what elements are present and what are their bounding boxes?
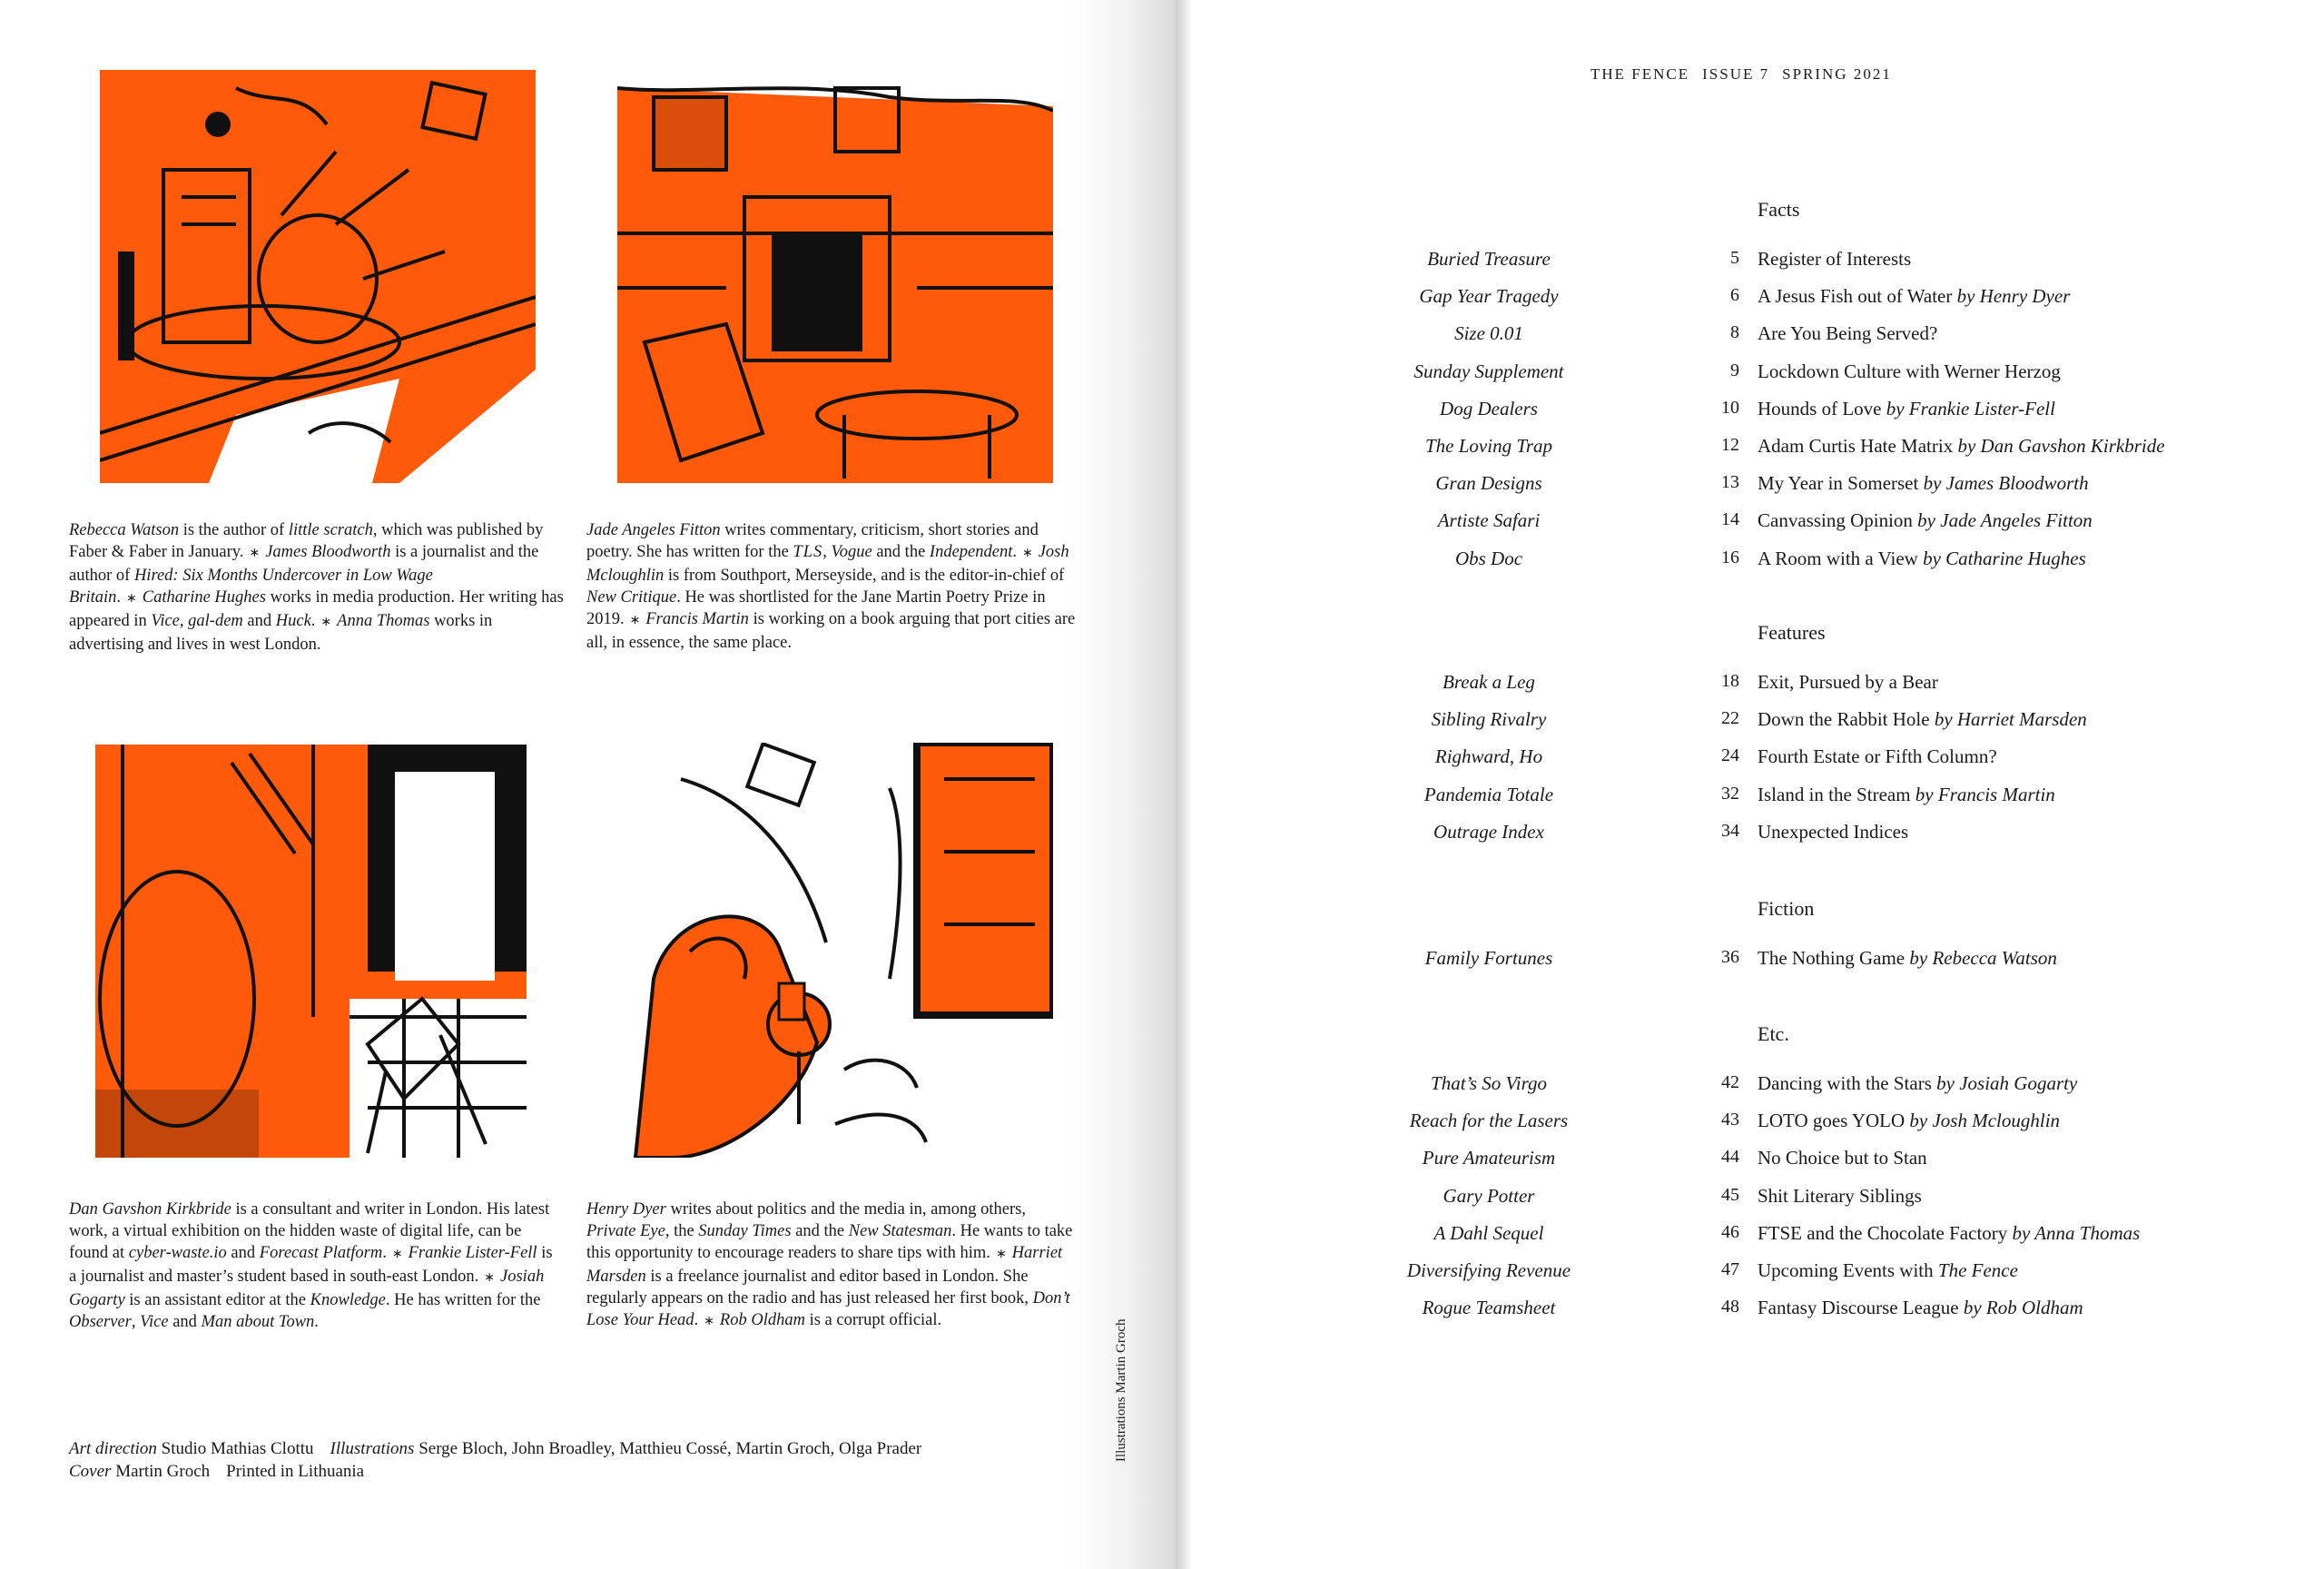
toc-entry-category: Family Fortunes (1424, 947, 1553, 969)
toc-entry-page-number: 9 (1730, 360, 1739, 380)
toc-entry-byline: by James Bloodworth (1923, 472, 2089, 495)
bio-text: writes commentary, criticism, short stories and poetry. She has written for the (586, 521, 1039, 561)
bio-name: Francis Martin (645, 610, 749, 628)
toc-entry-byline: by Henry Dyer (1956, 285, 2071, 308)
toc-entry-page-number: 47 (1721, 1259, 1739, 1279)
bio-text: is a freelance journalist and editor based in London. She regularly appears on the radio and has just released her first book, (586, 1268, 1033, 1308)
bio-name: Josiah Gogarty (69, 1268, 545, 1309)
bio-text: and (226, 1244, 260, 1262)
bio-text: . He was shortlisted for the Jane Martin Poetry Prize in 2019. (586, 588, 1046, 628)
toc-entry-title (1758, 1297, 2302, 1319)
toc-entry-page-number: 45 (1721, 1184, 1739, 1205)
credit-printed: Printed in Lithuania (226, 1462, 365, 1481)
toc-entry-title-text: Fourth Estate or Fifth Column? (1758, 745, 1997, 768)
bio-text: , (131, 1313, 141, 1331)
toc-section-title: Features (1758, 621, 1826, 644)
bio-publication: Vogue (831, 543, 872, 561)
bio-text: is the author of (179, 521, 289, 539)
toc-entry-category: Gran Designs (1435, 472, 1542, 495)
toc-entry-title (1758, 1072, 2302, 1095)
masthead-issue: ISSUE 7 (1702, 65, 1770, 83)
toc-entry-title-text: No Choice but to Stan (1758, 1147, 1927, 1169)
bio-book-title: Don’t Lose Your Head (586, 1289, 1070, 1329)
bio-publication: Private Eye (586, 1222, 665, 1240)
toc-entry[interactable] (0, 398, 2324, 425)
bio-name: Anna Thomas (337, 612, 430, 630)
toc-entry-title-text: Adam Curtis Hate Matrix (1758, 435, 1958, 457)
toc-entry-page-number: 10 (1721, 397, 1739, 418)
toc-section-title: Etc. (1758, 1022, 1789, 1045)
bio-text: and the (872, 543, 930, 561)
bio-text: . (694, 1311, 699, 1329)
toc-entry-byline: by Josiah Gogarty (1936, 1072, 2078, 1094)
toc-entry-category: That’s So Virgo (1431, 1072, 1547, 1094)
toc-entry[interactable] (0, 1110, 2324, 1137)
bio-separator: ∗ (995, 1248, 1007, 1261)
toc-entry[interactable] (0, 1222, 2324, 1249)
toc-entry-category: Obs Doc (1454, 547, 1523, 569)
toc-entry-title (1758, 708, 2302, 731)
bio-publication: Sunday Times (698, 1222, 792, 1240)
toc-entry-title-text: FTSE and the Chocolate Factory (1758, 1221, 2013, 1244)
bio-text: is working on a book arguing that port cities are all, in essence, the same place. (586, 610, 1076, 652)
toc-entry[interactable] (0, 509, 2324, 537)
masthead (1590, 65, 1905, 84)
bio-publication: New Statesman (848, 1222, 952, 1240)
toc-entry-title (1758, 821, 2302, 844)
toc-section-title: Facts (1758, 198, 1800, 221)
toc-entry-title (1758, 398, 2302, 420)
bio-separator: ∗ (320, 616, 332, 629)
toc-entry[interactable] (0, 435, 2324, 462)
bio-separator: ∗ (1021, 547, 1033, 560)
toc-entry-title (1758, 671, 2302, 694)
toc-entry-page-number: 18 (1721, 671, 1739, 691)
toc-entry-title-text: LOTO goes YOLO (1758, 1110, 1910, 1132)
bio-name: Josh Mcloughlin (586, 543, 1069, 585)
toc-entry-title (1758, 1147, 2302, 1169)
bio-text: . (116, 588, 122, 607)
toc-entry-title (1758, 360, 2302, 383)
bio-text: is an assistant editor at the (124, 1291, 310, 1309)
toc-entry-title (1758, 435, 2302, 458)
toc-entry-byline: by Josh Mcloughlin (1909, 1110, 2061, 1132)
bio-name: Frankie Lister-Fell (408, 1244, 537, 1262)
toc-entry[interactable] (0, 1259, 2324, 1287)
toc-entry[interactable] (0, 947, 2324, 974)
toc-entry-byline: by Catharine Hughes (1923, 547, 2086, 569)
bio-publication: TLS (793, 543, 823, 561)
toc-entry[interactable] (0, 784, 2324, 811)
toc-entry-page-number: 46 (1721, 1221, 1739, 1242)
toc-entry-title (1758, 1259, 2302, 1282)
toc-entry-page-number: 43 (1721, 1110, 1739, 1130)
toc-entry-title-text: Down the Rabbit Hole (1758, 708, 1935, 731)
bio-name: Jade Angeles Fitton (586, 521, 721, 539)
toc-entry-page-number: 13 (1721, 472, 1739, 493)
toc-entry-category: Sibling Rivalry (1431, 708, 1547, 731)
toc-entry-title (1758, 285, 2302, 308)
toc-entry[interactable] (0, 472, 2324, 499)
credit-label-art-direction: Art direction (69, 1439, 157, 1458)
toc-entry[interactable] (0, 1147, 2324, 1174)
bio-publication: Huck (275, 612, 311, 630)
bio-publication: Vice (151, 612, 180, 630)
bio-text: . (314, 1313, 319, 1331)
toc-entry-byline: by Jade Angeles Fitton (1917, 509, 2093, 532)
toc-entry-page-number: 22 (1721, 708, 1739, 729)
toc-entry-page-number: 6 (1730, 285, 1739, 306)
toc-entry-byline: by Frankie Lister-Fell (1886, 397, 2055, 419)
bio-publication: New Critique (586, 588, 677, 607)
bio-text: is from Southport, Merseyside, and is the editor-in-chief of (664, 567, 1065, 585)
bio-separator: ∗ (391, 1248, 403, 1261)
toc-entry-category: Sunday Supplement (1413, 360, 1564, 382)
bio-text: . (310, 612, 316, 630)
bio-text: . He wants to take this opportunity to encourage readers to share tips with him. (586, 1222, 1073, 1262)
bio-text: . He has written for the (385, 1291, 541, 1309)
toc-entry-title (1758, 1110, 2302, 1132)
credit-illustrations: Serge Bloch, John Broadley, Matthieu Cossé, Martin Groch, Olga Prader (414, 1439, 922, 1458)
toc-entry-title-text: Hounds of Love (1758, 397, 1886, 419)
toc-entry-title (1758, 509, 2302, 532)
toc-entry[interactable] (0, 708, 2324, 735)
credit-label-illustrations: Illustrations (330, 1439, 415, 1458)
toc-entry-title-text: My Year in Somerset (1758, 472, 1924, 495)
toc-entry-title-text: A Room with a View (1758, 547, 1924, 569)
toc-entry-page-number: 36 (1721, 947, 1739, 967)
bio-text: works in advertising and lives in west London. (69, 612, 493, 654)
illustrations-credit-text: Illustrations Martin Groch (1114, 1318, 1128, 1462)
toc-entry[interactable] (0, 548, 2324, 575)
bio-publication: Knowledge (310, 1291, 386, 1309)
toc-entry-title (1758, 947, 2302, 970)
bio-column-top-right (586, 519, 1077, 654)
toc-entry-category: Pure Amateurism (1422, 1147, 1556, 1169)
toc-entry-byline: by Francis Martin (1915, 783, 2055, 805)
bio-name: Harriet Marsden (586, 1244, 1063, 1286)
bio-separator: ∗ (704, 1315, 714, 1328)
bio-text: and (168, 1313, 202, 1331)
toc-entry-page-number: 24 (1721, 745, 1739, 766)
toc-entry-title-text: Are You Being Served? (1758, 322, 1938, 345)
toc-entry-page-number: 14 (1721, 509, 1739, 530)
toc-section-title: Fiction (1758, 897, 1815, 920)
bio-separator: ∗ (629, 614, 641, 627)
toc-entry-page-number: 32 (1721, 783, 1739, 804)
toc-entry-category: Size 0.01 (1454, 322, 1523, 345)
toc-entry-page-number: 12 (1721, 435, 1739, 455)
toc-entry-title-text: Register of Interests (1758, 248, 1912, 270)
toc-entry-page-number: 34 (1721, 820, 1739, 841)
toc-entry-title-text: Lockdown Culture with Werner Herzog (1758, 360, 2061, 382)
toc-entry[interactable] (0, 1072, 2324, 1100)
bio-text: , (179, 612, 189, 630)
bio-publication: Man about Town (201, 1313, 315, 1331)
bio-text: , the (665, 1222, 699, 1240)
bio-text: , (822, 543, 832, 561)
toc-entry-category: Pandemia Totale (1423, 783, 1554, 805)
toc-entry-category: Dog Dealers (1440, 397, 1538, 419)
toc-entry-page-number: 44 (1721, 1147, 1739, 1168)
toc-entry-category: Diversifying Revenue (1406, 1259, 1571, 1281)
toc-entry-byline: by Dan Gavshon Kirkbride (1957, 435, 2165, 457)
bio-text: is a journalist and master’s student based in south-east London. (69, 1244, 553, 1286)
credit-cover: Martin Groch (111, 1462, 211, 1481)
bio-name: Catharine Hughes (142, 588, 266, 607)
toc-entry-category: The Loving Trap (1424, 435, 1553, 457)
toc-entry[interactable] (0, 1297, 2324, 1324)
bio-publication: Observer (69, 1313, 132, 1331)
toc-entry-byline: by Harriet Marsden (1934, 708, 2087, 731)
toc-entry-category: Buried Treasure (1427, 248, 1551, 270)
toc-entry-category: Rogue Teamsheet (1422, 1297, 1556, 1319)
bio-publication: Vice (140, 1313, 169, 1331)
toc-entry-title (1758, 248, 2302, 271)
masthead-title: THE FENCE (1590, 65, 1690, 83)
toc-entry-title-text: Exit, Pursued by a Bear (1758, 671, 1938, 693)
toc-entry-title (1758, 784, 2302, 806)
toc-entry-byline: by Rob Oldham (1963, 1297, 2083, 1319)
toc-entry-page-number: 16 (1721, 547, 1739, 567)
toc-entry-byline: by Anna Thomas (2012, 1221, 2141, 1244)
bio-text: , which was published by Faber & Faber in January. (69, 521, 544, 561)
toc-entry-title (1758, 1185, 2302, 1208)
toc-entry-byline: by Rebecca Watson (1909, 947, 2057, 969)
toc-entry[interactable] (0, 322, 2324, 350)
toc-entry-title-text: Fantasy Discourse League (1758, 1297, 1964, 1319)
credits-block (69, 1437, 1022, 1483)
toc-entry[interactable] (0, 285, 2324, 312)
bio-text: and (242, 612, 276, 630)
toc-entry-title-text: Unexpected Indices (1758, 820, 1909, 843)
credit-art-direction: Studio Mathias Clottu (156, 1439, 314, 1458)
toc-entry-title (1758, 548, 2302, 570)
toc-entry-title (1758, 745, 2302, 768)
bio-separator: ∗ (249, 547, 261, 560)
toc-entry-title-text: Canvassing Opinion (1758, 509, 1918, 532)
bio-book-title: Hired: Six Months Undercover in Low Wage Britain (69, 567, 433, 607)
toc-entry-page-number: 5 (1730, 248, 1739, 268)
toc-entry-page-number: 48 (1721, 1297, 1739, 1317)
bio-text: . (1012, 543, 1017, 561)
bio-publication: Forecast Platform (259, 1244, 383, 1262)
bio-text: . (382, 1244, 387, 1262)
bio-text: is a journalist and the author of (69, 543, 539, 585)
toc-entry-title (1758, 322, 2302, 345)
bio-book-title: little scratch (288, 521, 373, 539)
toc-entry-category: Break a Leg (1443, 671, 1535, 693)
bio-publication: Independent (929, 543, 1013, 561)
toc-entry[interactable] (0, 360, 2324, 388)
toc-entry-category: Righward, Ho (1434, 745, 1543, 768)
toc-entry-title-text: Island in the Stream (1758, 783, 1915, 805)
bio-text: works in media production. Her writing has appeared in (69, 588, 564, 630)
toc-entry[interactable] (0, 671, 2324, 698)
toc-entry-title (1758, 1222, 2302, 1245)
toc-entry-byline: The Fence (1937, 1259, 2018, 1281)
toc-entry-category: Gap Year Tragedy (1419, 285, 1559, 308)
toc-entry-title-text: The Nothing Game (1758, 947, 1910, 969)
credit-label-cover: Cover (69, 1462, 112, 1481)
bio-name: Dan Gavshon Kirkbride (69, 1200, 231, 1219)
bio-publication: gal-dem (188, 612, 243, 630)
toc-entry-title (1758, 472, 2302, 495)
toc-entry-category: A Dahl Sequel (1433, 1221, 1544, 1244)
toc-entry-page-number: 42 (1721, 1072, 1739, 1092)
bio-text: is a consultant and writer in London. His latest work, a virtual exhibition on the hidden waste of digital life, can be found at (69, 1200, 550, 1262)
toc-entry[interactable] (0, 745, 2324, 773)
bio-name: Henry Dyer (586, 1200, 666, 1219)
bio-text: and the (791, 1222, 849, 1240)
toc-entry-category: Gary Potter (1443, 1184, 1535, 1207)
toc-entry-category: Artiste Safari (1437, 509, 1541, 532)
bio-name: James Bloodworth (265, 543, 391, 561)
toc-entry[interactable] (0, 248, 2324, 275)
toc-entry[interactable] (0, 821, 2324, 848)
bio-separator: ∗ (484, 1271, 496, 1285)
bio-name: Rebecca Watson (69, 521, 180, 539)
bio-separator: ∗ (126, 592, 137, 606)
toc-entry-category: Outrage Index (1433, 820, 1544, 843)
toc-entry-title-text: Upcoming Events with (1758, 1259, 1938, 1281)
toc-entry-category: Reach for the Lasers (1409, 1110, 1569, 1132)
bio-website: cyber-waste.io (128, 1244, 227, 1262)
toc-entry-title-text: Dancing with the Stars (1758, 1072, 1937, 1094)
toc-entry[interactable] (0, 1185, 2324, 1212)
toc-entry-title-text: A Jesus Fish out of Water (1758, 285, 1957, 308)
toc-entry-title-text: Shit Literary Siblings (1758, 1184, 1922, 1207)
masthead-season: SPRING 2021 (1782, 65, 1892, 83)
toc-entry-page-number: 8 (1730, 322, 1739, 343)
bio-name: Rob Oldham (719, 1311, 805, 1329)
bio-column-top-left (69, 519, 564, 656)
bio-text: writes about politics and the media in, among others, (665, 1200, 1026, 1219)
bio-text: is a corrupt official. (804, 1311, 942, 1329)
